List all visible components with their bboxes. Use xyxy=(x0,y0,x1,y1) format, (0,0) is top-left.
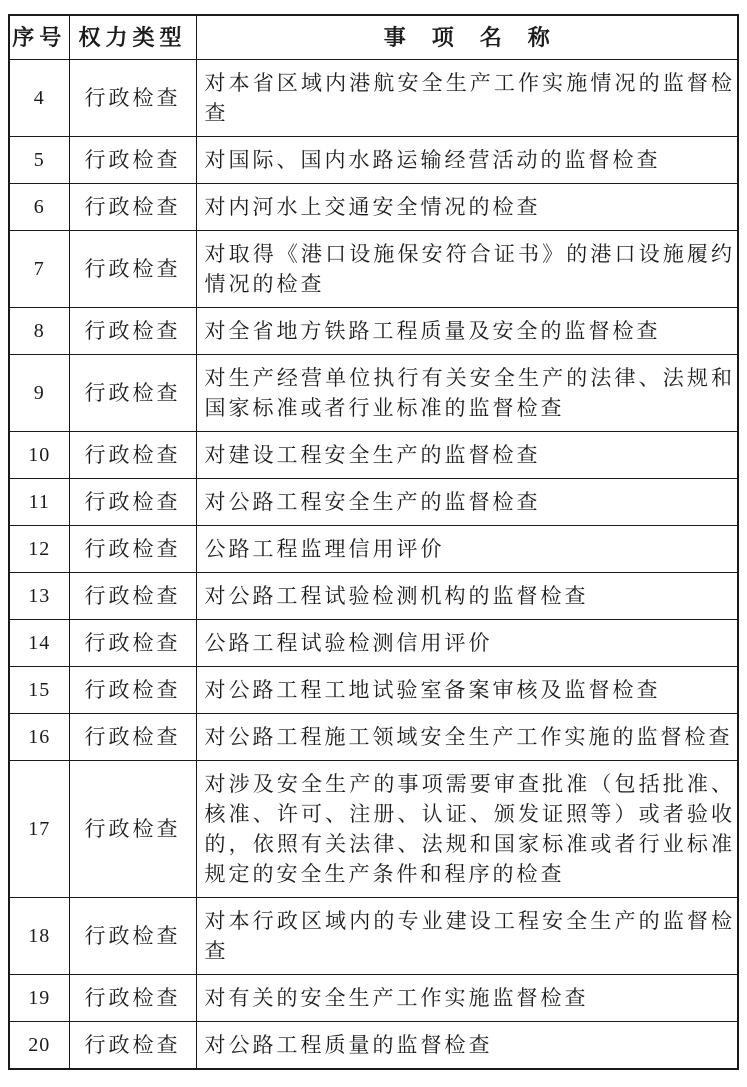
table-row xyxy=(9,714,738,761)
cell-serial-number: 16 xyxy=(9,714,69,761)
table-row xyxy=(9,184,738,231)
cell-serial-number: 12 xyxy=(9,526,69,573)
table-row xyxy=(9,761,738,898)
power-items-table xyxy=(8,14,739,1070)
cell-power-type: 行政检查 xyxy=(69,714,196,761)
cell-item-name: 对公路工程安全生产的监督检查 xyxy=(196,479,738,526)
cell-power-type: 行政检查 xyxy=(69,184,196,231)
table-header xyxy=(9,15,738,60)
table-row xyxy=(9,479,738,526)
cell-serial-number: 9 xyxy=(9,355,69,432)
header-row xyxy=(9,15,738,60)
cell-item-name: 对建设工程安全生产的监督检查 xyxy=(196,432,738,479)
cell-power-type: 行政检查 xyxy=(69,526,196,573)
cell-power-type: 行政检查 xyxy=(69,1022,196,1070)
cell-item-name: 公路工程试验检测信用评价 xyxy=(196,620,738,667)
cell-item-name: 对本省区域内港航安全生产工作实施情况的监督检查 xyxy=(196,60,738,137)
table-row xyxy=(9,667,738,714)
cell-serial-number: 15 xyxy=(9,667,69,714)
col-header-item-name: 事项名称 xyxy=(196,15,738,60)
cell-serial-number: 10 xyxy=(9,432,69,479)
cell-serial-number: 19 xyxy=(9,975,69,1022)
cell-item-name: 对全省地方铁路工程质量及安全的监督检查 xyxy=(196,308,738,355)
col-header-serial-number: 序号 xyxy=(9,15,69,60)
cell-item-name: 对公路工程试验检测机构的监督检查 xyxy=(196,573,738,620)
cell-power-type: 行政检查 xyxy=(69,620,196,667)
table-row xyxy=(9,355,738,432)
cell-power-type: 行政检查 xyxy=(69,479,196,526)
cell-item-name: 对公路工程施工领域安全生产工作实施的监督检查 xyxy=(196,714,738,761)
cell-item-name: 公路工程监理信用评价 xyxy=(196,526,738,573)
table-row xyxy=(9,137,738,184)
cell-serial-number: 14 xyxy=(9,620,69,667)
table-row xyxy=(9,898,738,975)
cell-power-type: 行政检查 xyxy=(69,231,196,308)
table-row xyxy=(9,620,738,667)
table-row xyxy=(9,975,738,1022)
cell-item-name: 对公路工程工地试验室备案审核及监督检查 xyxy=(196,667,738,714)
table-row xyxy=(9,60,738,137)
cell-serial-number: 8 xyxy=(9,308,69,355)
cell-serial-number: 17 xyxy=(9,761,69,898)
table-row xyxy=(9,231,738,308)
table-row xyxy=(9,432,738,479)
table-body xyxy=(9,60,738,1070)
cell-item-name: 对生产经营单位执行有关安全生产的法律、法规和国家标准或者行业标准的监督检查 xyxy=(196,355,738,432)
cell-power-type: 行政检查 xyxy=(69,573,196,620)
cell-item-name: 对国际、国内水路运输经营活动的监督检查 xyxy=(196,137,738,184)
table-row xyxy=(9,1022,738,1070)
cell-power-type: 行政检查 xyxy=(69,975,196,1022)
cell-item-name: 对公路工程质量的监督检查 xyxy=(196,1022,738,1070)
table-row xyxy=(9,573,738,620)
cell-serial-number: 11 xyxy=(9,479,69,526)
col-header-power-type: 权力类型 xyxy=(69,15,196,60)
table-row xyxy=(9,526,738,573)
cell-serial-number: 7 xyxy=(9,231,69,308)
cell-item-name: 对内河水上交通安全情况的检查 xyxy=(196,184,738,231)
cell-power-type: 行政检查 xyxy=(69,137,196,184)
cell-power-type: 行政检查 xyxy=(69,432,196,479)
cell-serial-number: 20 xyxy=(9,1022,69,1070)
table-row xyxy=(9,308,738,355)
cell-item-name: 对取得《港口设施保安符合证书》的港口设施履约情况的检查 xyxy=(196,231,738,308)
cell-power-type: 行政检查 xyxy=(69,761,196,898)
cell-item-name: 对涉及安全生产的事项需要审查批准（包括批准、核准、许可、注册、认证、颁发证照等）或者验收的，依照有关法律、法规和国家标准或者行业标准规定的安全生产条件和程序的检查 xyxy=(196,761,738,898)
cell-item-name: 对本行政区域内的专业建设工程安全生产的监督检查 xyxy=(196,898,738,975)
cell-power-type: 行政检查 xyxy=(69,898,196,975)
cell-serial-number: 5 xyxy=(9,137,69,184)
cell-serial-number: 13 xyxy=(9,573,69,620)
cell-serial-number: 4 xyxy=(9,60,69,137)
cell-power-type: 行政检查 xyxy=(69,60,196,137)
cell-power-type: 行政检查 xyxy=(69,667,196,714)
cell-serial-number: 18 xyxy=(9,898,69,975)
cell-item-name: 对有关的安全生产工作实施监督检查 xyxy=(196,975,738,1022)
cell-power-type: 行政检查 xyxy=(69,355,196,432)
cell-power-type: 行政检查 xyxy=(69,308,196,355)
cell-serial-number: 6 xyxy=(9,184,69,231)
